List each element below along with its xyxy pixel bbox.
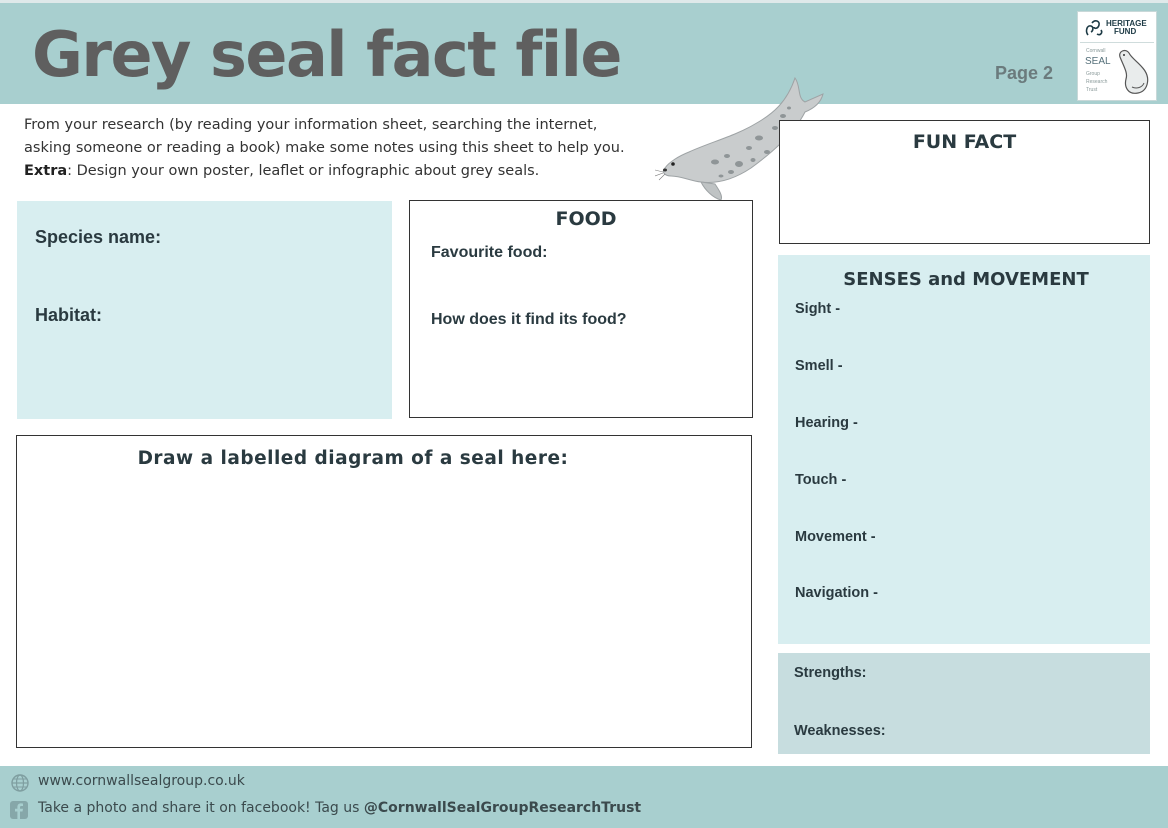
page-number: Page 2 (995, 63, 1054, 83)
intro-extra-text: : Design your own poster, leaflet or infographic about grey seals. (67, 163, 540, 179)
strengths-weaknesses-panel (778, 653, 1150, 754)
fun-fact-heading: FUN FACT (912, 131, 1017, 153)
footer-share (38, 800, 641, 816)
facebook-icon (10, 801, 28, 819)
food-heading: FOOD (555, 208, 617, 230)
diagram-panel (16, 435, 752, 748)
seal-group-text-cornwall: Cornwall (1086, 48, 1106, 54)
strengths-label: Strengths: (794, 665, 867, 681)
species-habitat-panel (17, 201, 392, 419)
diagram-heading: Draw a labelled diagram of a seal here: (137, 448, 569, 469)
intro-text (24, 114, 664, 183)
sense-sight-label: Sight - (795, 301, 841, 317)
seal-group-text-seal: SEAL (1085, 56, 1111, 67)
intro-line-1: From your research (by reading your information sheet, searching the internet, (24, 117, 598, 133)
navigation-label: Navigation - (795, 585, 878, 601)
intro-line-2: asking someone or reading a book) make some notes using this sheet to help you. (24, 140, 625, 156)
seal-group-text-research: Research (1086, 79, 1108, 85)
weaknesses-label: Weaknesses: (794, 723, 886, 739)
partner-logos (1077, 11, 1157, 101)
sense-smell-label: Smell - (795, 358, 843, 374)
heritage-fund-text-bottom: FUND (1114, 27, 1137, 36)
find-food-label: How does it find its food? (431, 311, 627, 328)
sense-touch-label: Touch - (795, 472, 847, 488)
seal-group-logo (1080, 45, 1154, 99)
movement-label: Movement - (795, 529, 876, 545)
seal-group-seal-icon (1112, 47, 1154, 97)
heritage-fund-text-top: HERITAGE (1106, 19, 1147, 28)
seal-group-text-group: Group (1086, 71, 1100, 77)
footer-website: www.cornwallsealgroup.co.uk (38, 773, 245, 789)
footer-share-text: Take a photo and share it on facebook! Tag us (38, 800, 364, 816)
habitat-label: Habitat: (35, 305, 102, 325)
globe-icon (10, 773, 30, 793)
heritage-fund-logo (1080, 14, 1154, 43)
footer-share-tag: @CornwallSealGroupResearchTrust (363, 800, 642, 816)
species-name-label: Species name: (35, 227, 162, 247)
page-title: Grey seal fact file (32, 18, 621, 91)
intro-extra-label: Extra (24, 163, 68, 179)
intro-extra (24, 160, 664, 183)
fun-fact-panel (779, 120, 1150, 244)
senses-heading: SENSES and MOVEMENT (843, 269, 1089, 290)
seal-group-text-trust: Trust (1086, 87, 1098, 93)
heritage-fund-mark-icon (1083, 17, 1105, 39)
sense-hearing-label: Hearing - (795, 415, 858, 431)
food-panel (409, 200, 753, 418)
favourite-food-label: Favourite food: (431, 244, 548, 261)
header-banner (0, 3, 1168, 104)
footer (0, 766, 1168, 828)
senses-movement-panel (778, 255, 1150, 644)
